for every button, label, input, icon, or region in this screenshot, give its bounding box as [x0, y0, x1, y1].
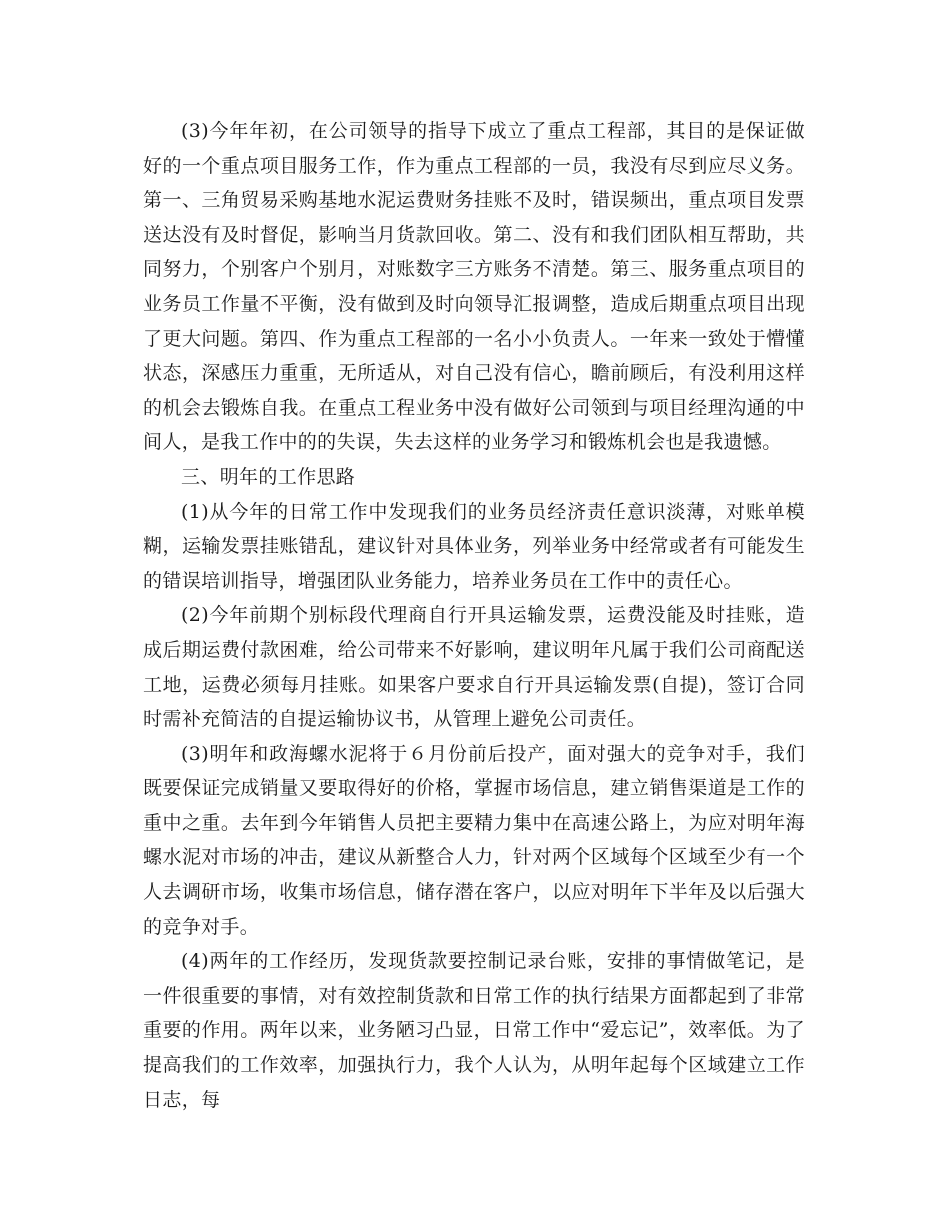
paragraph-key-project-review: (3)今年年初，在公司领导的指导下成立了重点工程部，其目的是保证做好的一个重点项目服务工作，作为重点工程部的一员，我没有尽到应尽义务。第一、三角贸易采购基地水泥运费财务挂账不及时，错误频出，重点项目发票送达没有及时督促，影响当月货款回收。第二、没有和我们团队相互帮助，共同努力，个别客户个别月，对账数字三方账务不清楚。第三、服务重点项目的业务员工作量不平衡，没有做到及时向领导汇报调整，造成后期重点项目出现了更大问题。第四、作为重点工程部的一名小小负责人。一年来一致处于懵懂状态，深感压力重重，无所适从，对自己没有信心，瞻前顾后，有没利用这样的机会去锻炼自我。在重点工程业务中没有做好公司领到与项目经理沟通的中间人，是我工作中的的失误，失去这样的业务学习和锻炼机会也是我遗憾。 [143, 120, 805, 454]
section-heading-next-year-plan: 三、明年的工作思路 [181, 465, 356, 488]
paragraph-plan-item-3: (3)明年和政海螺水泥将于６月份前后投产，面对强大的竞争对手，我们既要保证完成销量又要取得好的价格，掌握市场信息，建立销售渠道是工作的重中之重。去年到今年销售人员把主要精力集中在高速公路上，为应对明年海螺水泥对市场的冲击，建议从新整合人力，针对两个区域每个区域至少有一个人去调研市场，收集市场信息，储存潜在客户，以应对明年下半年及以后强大的竞争对手。 [143, 742, 805, 938]
paragraph-plan-item-1: (1)从今年的日常工作中发现我们的业务员经济责任意识淡薄，对账单模糊，运输发票挂账错乱，建议针对具体业务，列举业务中经常或者有可能发生的错误培训指导，增强团队业务能力，培养业务员在工作中的责任心。 [143, 500, 805, 592]
paragraph-plan-item-4: (4)两年的工作经历，发现货款要控制记录台账，安排的事情做笔记，是一件很重要的事情，对有效控制货款和日常工作的执行结果方面都起到了非常重要的作用。两年以来，业务陋习凸显，日常工作中“爱忘记”，效率低。为了提高我们的工作效率，加强执行力，我个人认为，从明年起每个区域建立工作日志，每 [143, 950, 805, 1111]
paragraph-plan-item-2: (2)今年前期个别标段代理商自行开具运输发票，运费没能及时挂账，造成后期运费付款困难，给公司带来不好影响，建议明年凡属于我们公司商配送工地，运费必须每月挂账。如果客户要求自行开具运输发票(自提)，签订合同时需补充简洁的自提运输协议书，从管理上避免公司责任。 [143, 604, 805, 731]
document-body [143, 114, 805, 1117]
